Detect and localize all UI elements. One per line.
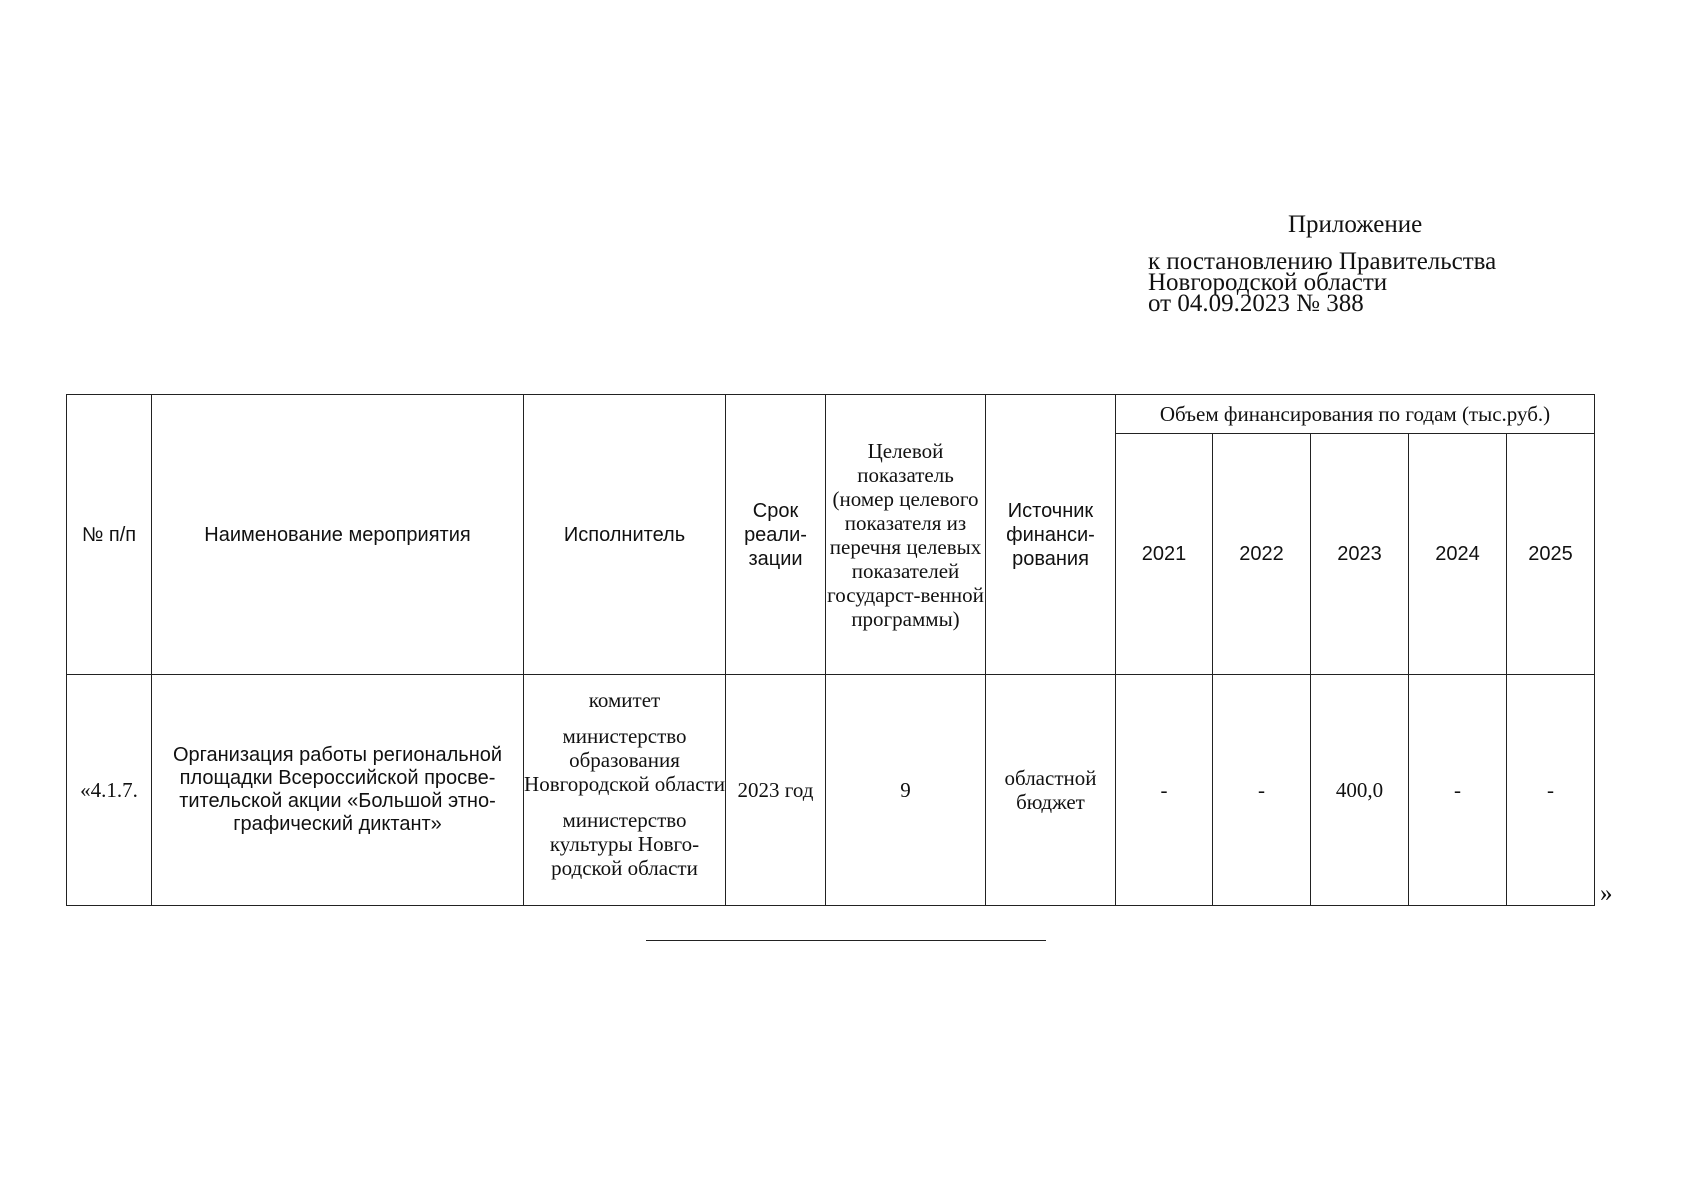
appendix-line-date: от 04.09.2023 № 388: [1148, 290, 1364, 317]
appendix-header: [1148, 211, 1588, 317]
row-value-2022: -: [1213, 675, 1311, 906]
row-term: 2023 год: [726, 675, 826, 906]
header-term: Срок реали-зации: [726, 395, 826, 675]
header-year-2022: 2022: [1213, 434, 1311, 675]
header-year-2021: 2021: [1116, 434, 1213, 675]
header-row: [67, 395, 1595, 434]
header-num: № п/п: [67, 395, 152, 675]
header-source: Источник финанси-рования: [986, 395, 1116, 675]
row-source: областной бюджет: [986, 675, 1116, 906]
row-value-2023: 400,0: [1311, 675, 1409, 906]
row-name: Организация работы региональной площадки Всероссийской просве-тительской акции «Большой этно-графический диктант»: [152, 675, 524, 906]
end-rule: [646, 940, 1046, 941]
row-value-2024: -: [1409, 675, 1507, 906]
row-executors: [524, 675, 726, 906]
activity-table: [66, 394, 1595, 906]
header-year-2025: 2025: [1507, 434, 1595, 675]
appendix-line-decree: к постановлению Правительства: [1148, 248, 1497, 275]
executor-item: министерство образования Новгородской области: [524, 724, 725, 796]
appendix-title: Приложение: [1288, 211, 1423, 238]
row-value-2021: -: [1116, 675, 1213, 906]
header-target: Целевой показатель (номер целевого показателя из перечня целевых показателей государст-венной программы): [826, 395, 986, 675]
header-year-2023: 2023: [1311, 434, 1409, 675]
header-funding: Объем финансирования по годам (тыс.руб.): [1116, 395, 1595, 434]
executor-item: комитет: [588, 688, 661, 712]
executor-item: министерство культуры Новго-родской области: [549, 808, 700, 880]
table-row: [67, 675, 1595, 906]
row-num: «4.1.7.: [67, 675, 152, 906]
row-value-2025: -: [1507, 675, 1595, 906]
header-name: Наименование мероприятия: [152, 395, 524, 675]
header-year-2024: 2024: [1409, 434, 1507, 675]
appendix-line-region: Новгородской области: [1148, 269, 1388, 296]
closing-quote: »: [1600, 880, 1613, 907]
row-target: 9: [826, 675, 986, 906]
header-executor: Исполнитель: [524, 395, 726, 675]
